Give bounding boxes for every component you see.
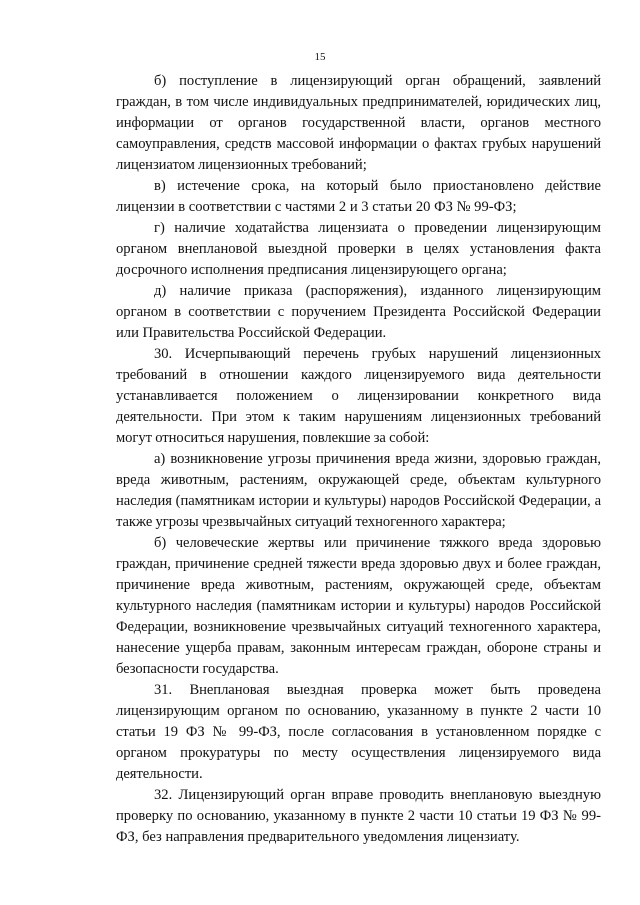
paragraph-30-gross-violations: 30. Исчерпывающий перечень грубых нарушений лицензионных требований в отношении каждого лицензируемого вида деятельности устанавливается положением о лицензировании конкретного вида деятельности. При этом к таким нарушениям лицензионных требований могут относиться нарушения, повлекшие за собой: — [116, 346, 601, 446]
paragraph-a-threat: а) возникновение угрозы причинения вреда жизни, здоровью граждан, вреда животным, растениям, окружающей среде, объектам культурного наследия (памятникам истории и культуры) народов Российской Федерации, а также угрозы чрезвычайных ситуаций техногенного характера; — [116, 451, 601, 530]
paragraph-b-appeals: б) поступление в лицензирующий орган обращений, заявлений граждан, в том числе индивидуальных предпринимателей, юридических лиц, информации от органов государственной власти, органов местного самоуправления, средств массовой информации о фактах грубых нарушений лицензиатом лицензионных требований; — [116, 73, 601, 173]
paragraph-b-casualties: б) человеческие жертвы или причинение тяжкого вреда здоровью граждан, причинение средней тяжести вреда здоровью двух и более граждан, причинение вреда животным, растениям, окружающей среде, объектам культурного наследия (памятникам истории и культуры) народов Российской Федерации, возникновение чрезвычайных ситуаций техногенного характера, нанесение ущерба правам, законным интересам граждан, обороне страны и безопасности государства. — [116, 535, 601, 677]
paragraph-g-licensee-petition: г) наличие ходатайства лицензиата о проведении лицензирующим органом внеплановой выездной проверки в целях установления факта досрочного исполнения предписания лицензирующего органа; — [116, 220, 601, 278]
paragraph-32-no-notice: 32. Лицензирующий орган вправе проводить внеплановую выездную проверку по основанию, указанному в пункте 2 части 10 статьи 19 ФЗ № 99-ФЗ, без направления предварительного уведомления лицензиату. — [116, 787, 601, 845]
document-body — [116, 71, 601, 848]
page-number: 15 — [314, 51, 326, 63]
paragraph-31-unscheduled-inspection: 31. Внеплановая выездная проверка может быть проведена лицензирующим органом по основанию, указанному в пункте 2 части 10 статьи 19 ФЗ № 99-ФЗ, после согласования в установленном порядке с органом прокуратуры по месту осуществления лицензируемого вида деятельности. — [116, 682, 601, 782]
paragraph-v-suspension-expiry: в) истечение срока, на который было приостановлено действие лицензии в соответствии с частями 2 и 3 статьи 20 ФЗ № 99-ФЗ; — [116, 178, 601, 215]
paragraph-d-order: д) наличие приказа (распоряжения), изданного лицензирующим органом в соответствии с поручением Президента Российской Федерации или Правительства Российской Федерации. — [116, 283, 601, 341]
